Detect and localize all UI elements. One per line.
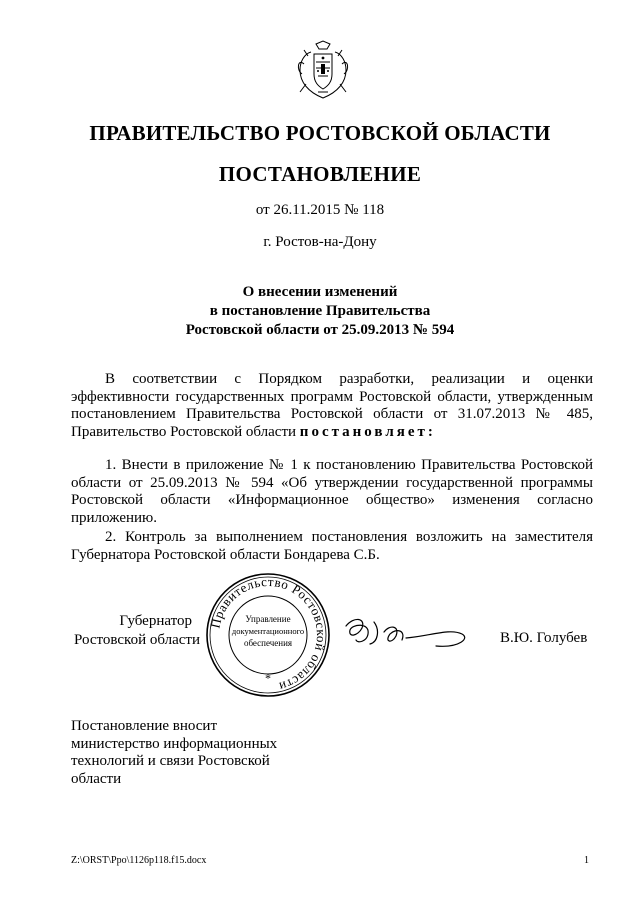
submission-note bbox=[71, 718, 291, 788]
item-1-paragraph: 1. Внести в приложение № 1 к постановлению Правительства Ростовской области от 25.09.2013 № 594 «Об утверждении государственной программы Ростовской области «Информационное общество» изменения согласно приложению. bbox=[71, 457, 593, 526]
official-stamp bbox=[205, 572, 331, 698]
subject-line: О внесении изменений bbox=[242, 284, 398, 300]
document-subject bbox=[0, 283, 640, 340]
stamp-ring-text: Правительство Ростовской области bbox=[207, 573, 330, 695]
preamble-paragraph bbox=[71, 371, 593, 441]
stamp-center-line: обеспечения bbox=[243, 638, 293, 648]
footer-page-number: 1 bbox=[584, 855, 589, 866]
document-type-title: ПОСТАНОВЛЕНИЕ bbox=[218, 162, 422, 186]
note-line: технологий и связи Ростовской bbox=[71, 753, 270, 769]
signatory-title-line: Ростовской области bbox=[74, 632, 200, 648]
signatory-title-line: Губернатор bbox=[119, 613, 192, 629]
date-number: от 26.11.2015 № 118 bbox=[255, 202, 385, 218]
note-line: министерство информационных bbox=[71, 735, 278, 752]
stamp-star: * bbox=[265, 671, 271, 685]
signatory-title bbox=[68, 612, 200, 650]
resolves-word: постановляет: bbox=[299, 423, 436, 440]
city: г. Ростов-на-Дону bbox=[263, 234, 377, 250]
footer-file-path: Z:\ORST\Ppo\1126p118.f15.docx bbox=[71, 855, 207, 866]
preamble-text: В соответствии с Порядком разработки, реализации и оценки эффективности государственных программ Ростовской области, утвержденным постановлением Правительства Ростовской области от 31.07.2013 № 485, Правительство Ростовской области bbox=[71, 371, 593, 440]
subject-line: Ростовской области от 25.09.2013 № 594 bbox=[185, 322, 455, 338]
handwritten-signature bbox=[340, 608, 475, 658]
stamp-center-line: Управление bbox=[245, 614, 291, 624]
item-2-paragraph: 2. Контроль за выполнением постановления возложить на заместителя Губернатора Ростовской области Бондарева С.Б. bbox=[71, 529, 593, 563]
coat-of-arms-icon bbox=[294, 40, 352, 102]
government-title: ПРАВИТЕЛЬСТВО РОСТОВСКОЙ ОБЛАСТИ bbox=[89, 121, 551, 145]
note-line: Постановление вносит bbox=[71, 718, 218, 734]
note-line: области bbox=[71, 770, 122, 787]
stamp-center-line: документационного bbox=[231, 626, 305, 636]
signatory-name: В.Ю. Голубев bbox=[500, 630, 588, 646]
subject-line: в постановление Правительства bbox=[209, 303, 431, 319]
